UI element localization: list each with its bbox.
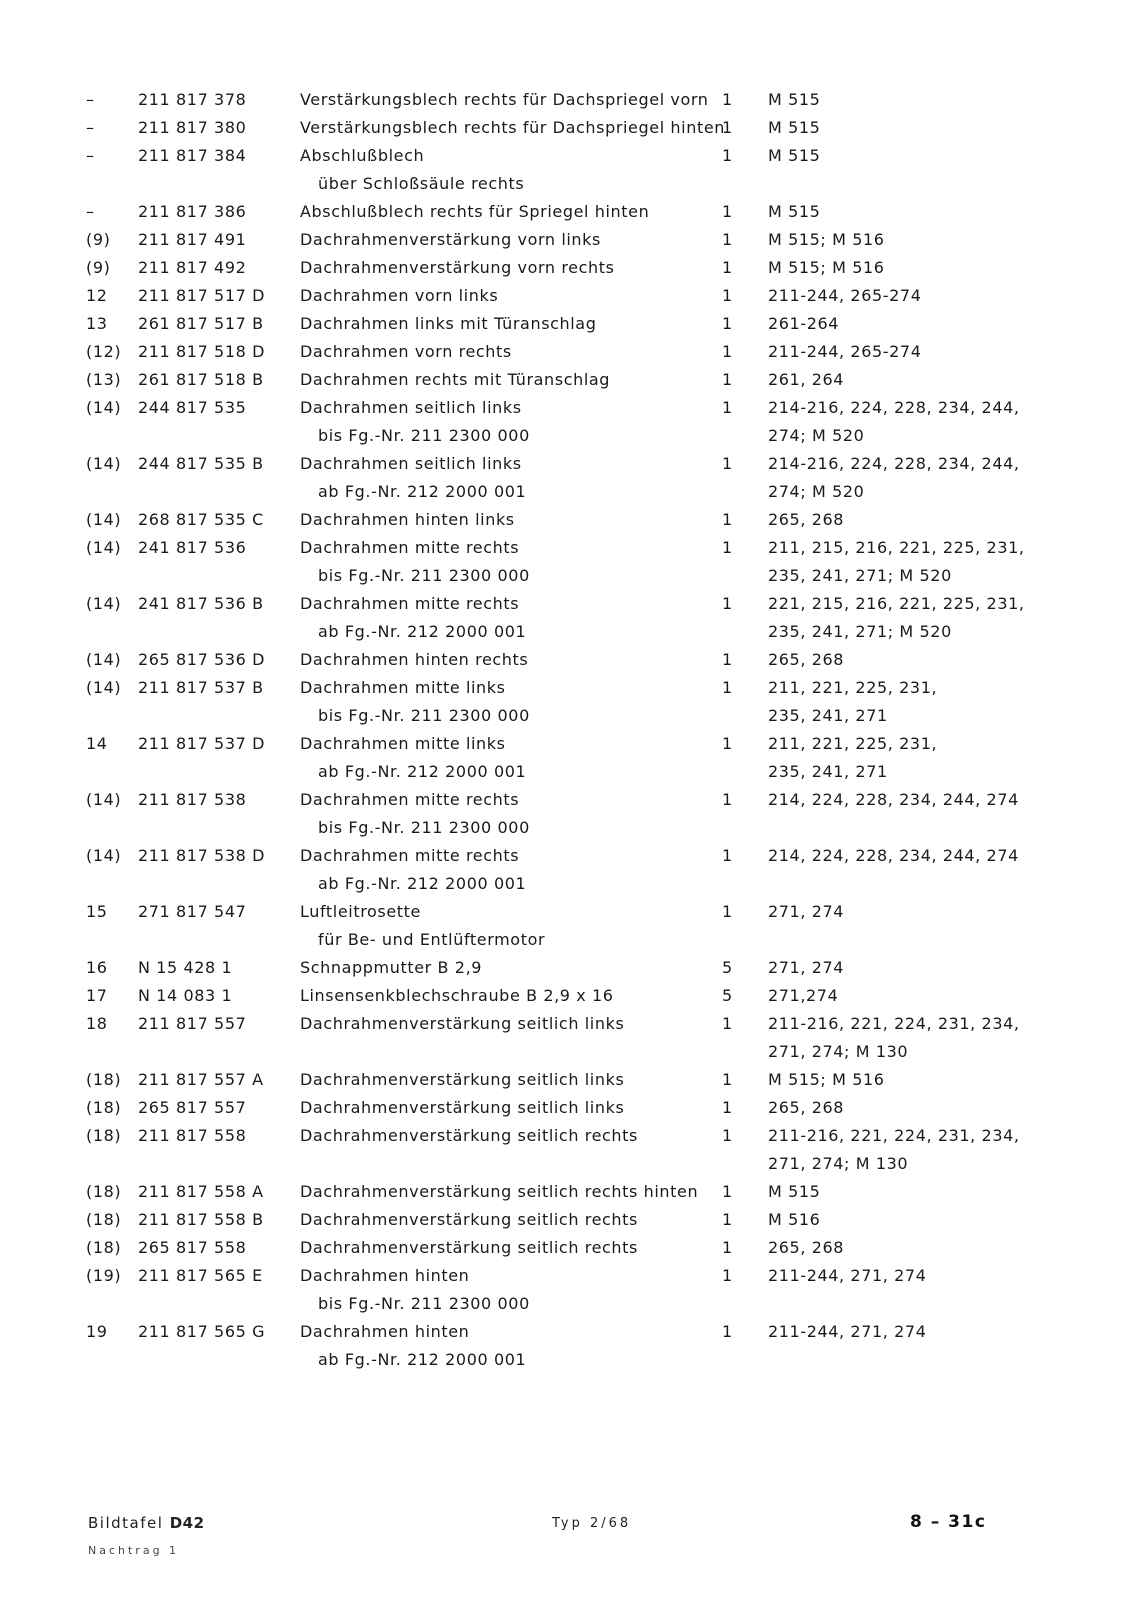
page-footer (0, 1500, 1134, 1600)
model-applicability-cont: 271, 274; M 130 (768, 1154, 909, 1173)
position-number: (14) (86, 398, 122, 417)
model-applicability: 211-244, 271, 274 (768, 1322, 927, 1341)
quantity: 1 (722, 202, 733, 221)
part-row-continuation (0, 868, 1134, 896)
model-applicability: M 515; M 516 (768, 230, 885, 249)
part-row (0, 784, 1134, 812)
position-number: (14) (86, 538, 122, 557)
part-number: 261 817 518 B (138, 370, 264, 389)
part-number: N 14 083 1 (138, 986, 233, 1005)
part-description-note: ab Fg.-Nr. 212 2000 001 (318, 482, 527, 501)
part-description: Dachrahmen mitte rechts (300, 846, 520, 865)
quantity: 1 (722, 678, 733, 697)
part-description: Dachrahmenverstärkung seitlich rechts (300, 1210, 638, 1229)
part-number: 244 817 535 (138, 398, 247, 417)
part-description: Verstärkungsblech rechts für Dachspriegel vorn (300, 90, 709, 109)
part-row (0, 1120, 1134, 1148)
position-number: 14 (86, 734, 108, 753)
part-description: Dachrahmen hinten (300, 1322, 470, 1341)
part-description-note: bis Fg.-Nr. 211 2300 000 (318, 706, 530, 725)
part-row (0, 952, 1134, 980)
model-applicability: 265, 268 (768, 510, 845, 529)
model-applicability: 211, 221, 225, 231, (768, 678, 938, 697)
model-applicability: 211-216, 221, 224, 231, 234, (768, 1126, 1020, 1145)
quantity: 1 (722, 1322, 733, 1341)
part-row-continuation (0, 1344, 1134, 1372)
part-description: Dachrahmen links mit Türanschlag (300, 314, 597, 333)
model-applicability: 265, 268 (768, 650, 845, 669)
quantity: 5 (722, 986, 733, 1005)
part-row-continuation (0, 616, 1134, 644)
model-applicability-cont: 235, 241, 271 (768, 706, 888, 725)
part-row (0, 1316, 1134, 1344)
part-row (0, 392, 1134, 420)
part-row (0, 504, 1134, 532)
part-row-continuation (0, 1288, 1134, 1316)
position-number: – (86, 118, 95, 137)
position-number: – (86, 90, 95, 109)
part-description: Dachrahmen hinten (300, 1266, 470, 1285)
quantity: 1 (722, 1014, 733, 1033)
part-row-continuation (0, 924, 1134, 952)
part-row (0, 196, 1134, 224)
model-applicability: M 515; M 516 (768, 258, 885, 277)
part-number: 211 817 557 A (138, 1070, 264, 1089)
model-applicability: 211-216, 221, 224, 231, 234, (768, 1014, 1020, 1033)
model-applicability-cont: 235, 241, 271; M 520 (768, 622, 952, 641)
part-row (0, 588, 1134, 616)
model-applicability-cont: 235, 241, 271 (768, 762, 888, 781)
part-row-continuation (0, 168, 1134, 196)
part-description: Dachrahmen mitte links (300, 678, 506, 697)
part-description: Dachrahmen seitlich links (300, 454, 522, 473)
part-description: Dachrahmenverstärkung seitlich links (300, 1098, 625, 1117)
part-number: 265 817 536 D (138, 650, 265, 669)
model-applicability: 271, 274 (768, 958, 845, 977)
part-description: Dachrahmen seitlich links (300, 398, 522, 417)
position-number: – (86, 146, 95, 165)
quantity: 1 (722, 1126, 733, 1145)
part-row (0, 1064, 1134, 1092)
model-applicability: 211, 221, 225, 231, (768, 734, 938, 753)
quantity: 1 (722, 258, 733, 277)
quantity: 1 (722, 510, 733, 529)
part-description: Dachrahmen mitte rechts (300, 790, 520, 809)
part-row (0, 224, 1134, 252)
part-description: Dachrahmen hinten links (300, 510, 515, 529)
plate-label (88, 1514, 205, 1532)
model-applicability-cont: 271, 274; M 130 (768, 1042, 909, 1061)
model-applicability: M 516 (768, 1210, 821, 1229)
part-number: 268 817 535 C (138, 510, 264, 529)
part-description: Dachrahmen vorn links (300, 286, 499, 305)
part-row (0, 644, 1134, 672)
part-description: Abschlußblech rechts für Spriegel hinten (300, 202, 650, 221)
position-number: 15 (86, 902, 108, 921)
part-row (0, 364, 1134, 392)
part-description: Dachrahmen mitte links (300, 734, 506, 753)
model-applicability: 265, 268 (768, 1098, 845, 1117)
model-applicability: M 515 (768, 1182, 821, 1201)
part-description-note: für Be- und Entlüftermotor (318, 930, 546, 949)
model-applicability: 211-244, 271, 274 (768, 1266, 927, 1285)
model-applicability: M 515; M 516 (768, 1070, 885, 1089)
part-number: 265 817 557 (138, 1098, 247, 1117)
position-number: (19) (86, 1266, 122, 1285)
part-description-note: über Schloßsäule rechts (318, 174, 525, 193)
quantity: 1 (722, 1182, 733, 1201)
part-row (0, 448, 1134, 476)
quantity: 1 (722, 1098, 733, 1117)
position-number: 19 (86, 1322, 108, 1341)
part-number: 211 817 384 (138, 146, 247, 165)
model-applicability: 214, 224, 228, 234, 244, 274 (768, 790, 1019, 809)
part-row (0, 1204, 1134, 1232)
part-description: Dachrahmenverstärkung vorn rechts (300, 258, 615, 277)
plate-label-text: Bildtafel (88, 1514, 164, 1532)
part-row (0, 672, 1134, 700)
model-applicability: 211-244, 265-274 (768, 342, 922, 361)
part-row (0, 728, 1134, 756)
quantity: 1 (722, 902, 733, 921)
part-row (0, 980, 1134, 1008)
part-description: Dachrahmen vorn rechts (300, 342, 512, 361)
position-number: (18) (86, 1126, 122, 1145)
part-number: 241 817 536 (138, 538, 247, 557)
position-number: (18) (86, 1210, 122, 1229)
part-row (0, 840, 1134, 868)
model-applicability: 271,274 (768, 986, 839, 1005)
part-description: Dachrahmenverstärkung seitlich rechts (300, 1238, 638, 1257)
part-number: N 15 428 1 (138, 958, 233, 977)
part-row (0, 140, 1134, 168)
position-number: (9) (86, 258, 111, 277)
part-number: 211 817 537 D (138, 734, 265, 753)
position-number: 18 (86, 1014, 108, 1033)
part-row-continuation (0, 756, 1134, 784)
part-number: 211 817 378 (138, 90, 247, 109)
part-row-continuation (0, 560, 1134, 588)
part-number: 261 817 517 B (138, 314, 264, 333)
quantity: 1 (722, 650, 733, 669)
part-number: 211 817 386 (138, 202, 247, 221)
position-number: 13 (86, 314, 108, 333)
quantity: 1 (722, 734, 733, 753)
model-applicability: M 515 (768, 202, 821, 221)
part-number: 211 817 558 (138, 1126, 247, 1145)
part-number: 211 817 492 (138, 258, 247, 277)
position-number: – (86, 202, 95, 221)
part-number: 211 817 491 (138, 230, 247, 249)
quantity: 1 (722, 286, 733, 305)
part-row-continuation (0, 420, 1134, 448)
model-applicability: 211-244, 265-274 (768, 286, 922, 305)
part-description: Dachrahmen mitte rechts (300, 538, 520, 557)
part-number: 211 817 537 B (138, 678, 264, 697)
model-applicability: 261, 264 (768, 370, 845, 389)
position-number: 12 (86, 286, 108, 305)
part-description: Schnappmutter B 2,9 (300, 958, 483, 977)
position-number: (14) (86, 678, 122, 697)
type-label: Typ 2/68 (552, 1516, 632, 1531)
part-description: Dachrahmen hinten rechts (300, 650, 529, 669)
part-number: 265 817 558 (138, 1238, 247, 1257)
quantity: 1 (722, 230, 733, 249)
position-number: (14) (86, 594, 122, 613)
model-applicability: 211, 215, 216, 221, 225, 231, (768, 538, 1025, 557)
model-applicability: 214, 224, 228, 234, 244, 274 (768, 846, 1019, 865)
part-number: 211 817 565 G (138, 1322, 266, 1341)
part-row (0, 1092, 1134, 1120)
supplement-label: Nachtrag 1 (88, 1544, 180, 1557)
part-description: Dachrahmenverstärkung seitlich links (300, 1014, 625, 1033)
part-description-note: bis Fg.-Nr. 211 2300 000 (318, 818, 530, 837)
position-number: (14) (86, 510, 122, 529)
quantity: 1 (722, 454, 733, 473)
part-row (0, 84, 1134, 112)
part-description: Dachrahmenverstärkung seitlich rechts hinten (300, 1182, 699, 1201)
part-number: 211 817 558 A (138, 1182, 264, 1201)
model-applicability: 261-264 (768, 314, 840, 333)
part-row-continuation (0, 1036, 1134, 1064)
quantity: 1 (722, 1266, 733, 1285)
part-description-note: bis Fg.-Nr. 211 2300 000 (318, 566, 530, 585)
part-description-note: ab Fg.-Nr. 212 2000 001 (318, 874, 527, 893)
model-applicability: M 515 (768, 90, 821, 109)
model-applicability: M 515 (768, 146, 821, 165)
part-row-continuation (0, 1148, 1134, 1176)
part-row (0, 896, 1134, 924)
part-description: Dachrahmen rechts mit Türanschlag (300, 370, 611, 389)
model-applicability: 221, 215, 216, 221, 225, 231, (768, 594, 1025, 613)
quantity: 1 (722, 118, 733, 137)
part-number: 211 817 538 D (138, 846, 265, 865)
parts-table (0, 84, 1134, 1372)
part-row-continuation (0, 812, 1134, 840)
position-number: (18) (86, 1238, 122, 1257)
part-description: Dachrahmenverstärkung seitlich rechts (300, 1126, 638, 1145)
position-number: (18) (86, 1070, 122, 1089)
quantity: 1 (722, 314, 733, 333)
part-number: 271 817 547 (138, 902, 247, 921)
model-applicability-cont: 235, 241, 271; M 520 (768, 566, 952, 585)
part-number: 211 817 518 D (138, 342, 265, 361)
part-row (0, 112, 1134, 140)
part-row-continuation (0, 700, 1134, 728)
part-number: 241 817 536 B (138, 594, 264, 613)
model-applicability-cont: 274; M 520 (768, 426, 865, 445)
part-description: Verstärkungsblech rechts für Dachspriegel hinten (300, 118, 726, 137)
part-number: 211 817 558 B (138, 1210, 264, 1229)
part-description: Dachrahmen mitte rechts (300, 594, 520, 613)
position-number: (14) (86, 846, 122, 865)
position-number: (12) (86, 342, 122, 361)
position-number: (14) (86, 790, 122, 809)
part-description: Dachrahmenverstärkung vorn links (300, 230, 601, 249)
part-description: Dachrahmenverstärkung seitlich links (300, 1070, 625, 1089)
position-number: 16 (86, 958, 108, 977)
quantity: 1 (722, 1238, 733, 1257)
part-number: 244 817 535 B (138, 454, 264, 473)
position-number: (18) (86, 1098, 122, 1117)
part-number: 211 817 538 (138, 790, 247, 809)
part-row (0, 308, 1134, 336)
quantity: 1 (722, 90, 733, 109)
quantity: 1 (722, 790, 733, 809)
position-number: (9) (86, 230, 111, 249)
quantity: 1 (722, 1210, 733, 1229)
model-applicability: 214-216, 224, 228, 234, 244, (768, 454, 1020, 473)
part-row-continuation (0, 476, 1134, 504)
quantity: 1 (722, 398, 733, 417)
part-description-note: ab Fg.-Nr. 212 2000 001 (318, 622, 527, 641)
part-description-note: bis Fg.-Nr. 211 2300 000 (318, 1294, 530, 1313)
position-number: (14) (86, 454, 122, 473)
part-number: 211 817 565 E (138, 1266, 263, 1285)
part-number: 211 817 557 (138, 1014, 247, 1033)
part-number: 211 817 380 (138, 118, 247, 137)
model-applicability-cont: 274; M 520 (768, 482, 865, 501)
part-row (0, 1232, 1134, 1260)
part-row (0, 252, 1134, 280)
part-description: Luftleitrosette (300, 902, 421, 921)
part-row (0, 532, 1134, 560)
position-number: (18) (86, 1182, 122, 1201)
quantity: 1 (722, 146, 733, 165)
part-row (0, 336, 1134, 364)
part-description: Linsensenkblechschraube B 2,9 x 16 (300, 986, 614, 1005)
position-number: (14) (86, 650, 122, 669)
quantity: 1 (722, 538, 733, 557)
position-number: 17 (86, 986, 108, 1005)
part-row (0, 1176, 1134, 1204)
page-number: 8 – 31c (910, 1512, 987, 1532)
model-applicability: M 515 (768, 118, 821, 137)
model-applicability: 265, 268 (768, 1238, 845, 1257)
quantity: 5 (722, 958, 733, 977)
plate-id: D42 (169, 1514, 205, 1532)
part-description-note: ab Fg.-Nr. 212 2000 001 (318, 762, 527, 781)
part-row (0, 1260, 1134, 1288)
quantity: 1 (722, 342, 733, 361)
quantity: 1 (722, 1070, 733, 1089)
position-number: (13) (86, 370, 122, 389)
part-description-note: ab Fg.-Nr. 212 2000 001 (318, 1350, 527, 1369)
quantity: 1 (722, 846, 733, 865)
part-description: Abschlußblech (300, 146, 425, 165)
quantity: 1 (722, 370, 733, 389)
part-description-note: bis Fg.-Nr. 211 2300 000 (318, 426, 530, 445)
part-row (0, 280, 1134, 308)
quantity: 1 (722, 594, 733, 613)
part-row (0, 1008, 1134, 1036)
model-applicability: 271, 274 (768, 902, 845, 921)
model-applicability: 214-216, 224, 228, 234, 244, (768, 398, 1020, 417)
part-number: 211 817 517 D (138, 286, 265, 305)
